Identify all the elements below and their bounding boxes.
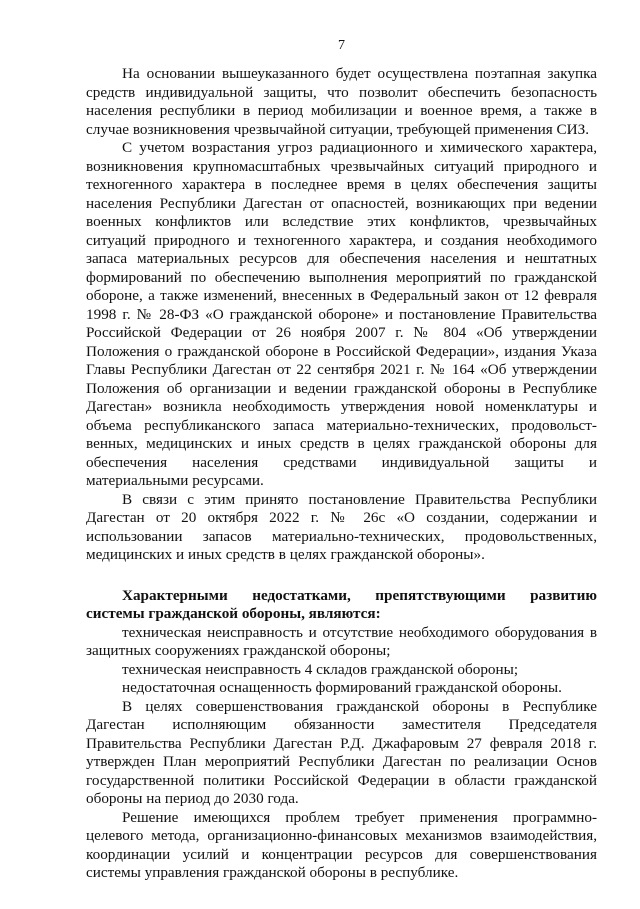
paragraph-threats-context: С учетом возрастания угроз радиационного и химического характера, возникновения крупномасштабных чрезвычайных ситуаций природного и техногенного характера в последнее время в целях обеспечения защиты населения Республики Дагестан от опасностей, возникающих при ведении военных конфликтов или вследствие этих конфликтов, чрезвычайных ситуаций природного и техногенного характера, и создания необходимого запаса материальных ресурсов для обеспечения населения и нештатных формирований по обеспечению выполнения мероприятий по гражданской обороне, а также изменений, внесенных в Федеральный закон от 12 февраля 1998 г. № 28-ФЗ «О гражданской обороне» и постановление Правительства Российской Федерации от 26 ноября 2007 г. № 804 «Об утверждении Положения о гражданской обороне в Российской Федерации», издания Указа Главы Республики Дагестан от 22 сентября 2021 г. № 164 «Об утверждении Положения об организации и ведении гражданской обороны в Республике Дагестан» возникла необходимость утверждения новой номенклатуры и объема республиканского запаса материально-технических, продовольст-венных, медицинских и иных средств в целях гражданской обороны для обеспечения населения средствами индивидуальной защиты и материальными ресурсами.: [86, 139, 597, 489]
paragraph-program-method: Решение имеющихся проблем требует применения программно-целевого метода, организационно-финансовых механизмов взаимодействия, координации усилий и концентрации ресурсов для совершенствования системы управления гражданской обороны в республике.: [86, 808, 597, 881]
paragraph-ppe-procurement: На основании вышеуказанного будет осуществлена поэтапная закупка средств индивидуальной защиты, что позволит обеспечить безопасность населения республики в период мобилизации и военное время, а также в случае возникновения чрезвычайной ситуации, требующей применения СИЗ.: [86, 65, 597, 138]
paragraph-shortcoming-formations: недостаточная оснащенность формирований гражданской обороны.: [122, 679, 562, 696]
page-number: 7: [338, 38, 345, 53]
paragraph-shortcoming-equipment: техническая неисправность и отсутствие необходимого оборудования в защитных сооружениях гражданской обороны;: [86, 623, 597, 659]
document-body: [86, 65, 597, 883]
paragraph-shortcomings-heading: Характерными недостатками, препятствующими развитию системы гражданской обороны, являются:: [86, 586, 597, 622]
paragraph-resolution-adopted: В связи с этим принято постановление Правительства Республики Дагестан от 20 октября 2022 г. № 26с «О создании, содержании и использовании запасов материально-технических, продовольственных, медицинских и иных средств в целях гражданской обороны».: [86, 490, 597, 563]
paragraph-shortcoming-warehouses: техническая неисправность 4 складов гражданской обороны;: [122, 660, 519, 678]
paragraph-action-plan: В целях совершенствования гражданской обороны в Республике Дагестан исполняющим обязанности заместителя Председателя Правительства Республики Дагестан Р.Д. Джафаровым 27 февраля 2018 г. утвержден План мероприятий Республики Дагестан по реализации Основ государственной политики Российской Федерации в области гражданской обороны на период до 2030 года.: [86, 697, 597, 807]
